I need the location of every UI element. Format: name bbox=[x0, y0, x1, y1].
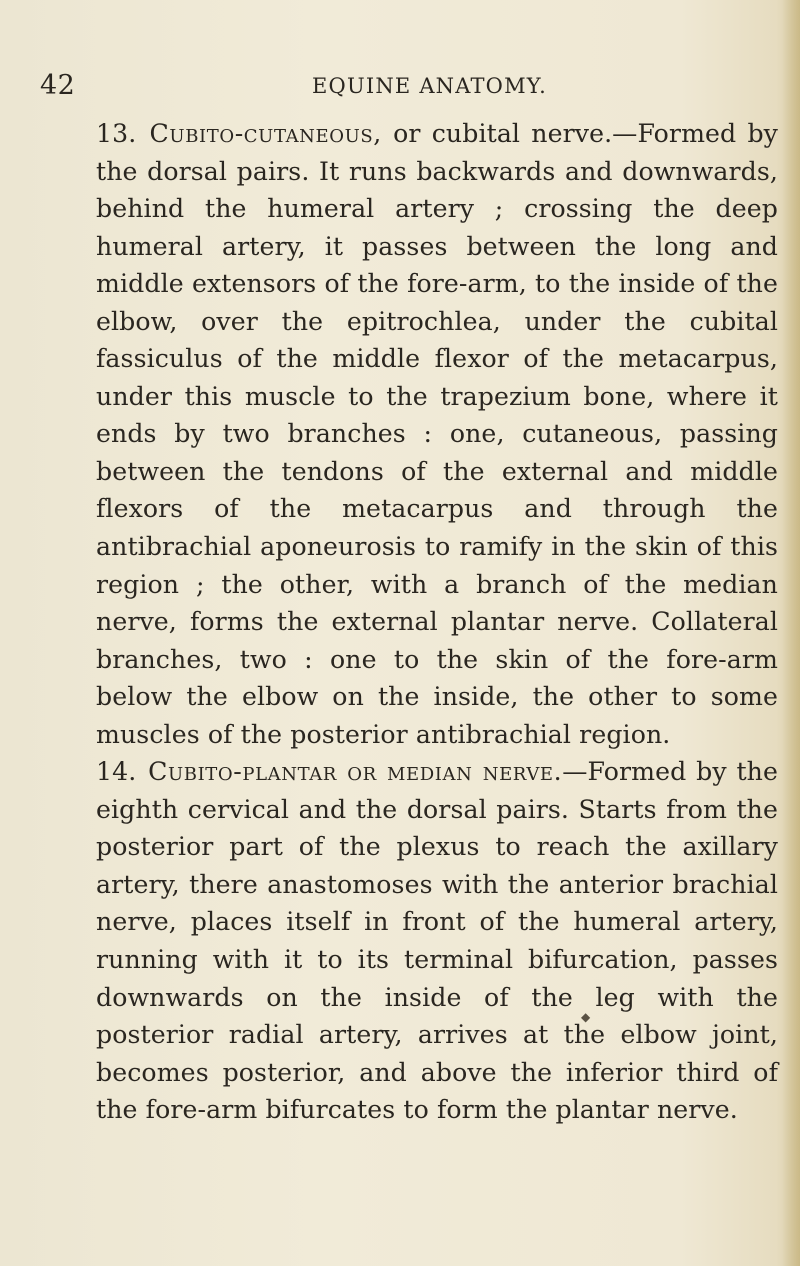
page-number: 42 bbox=[40, 70, 76, 101]
paragraph-text: —Formed by the eighth cervical and the dorsal pairs. Starts from the posterior part of the plexus to reach the axillary artery, there anastomoses with the anterior brachial nerve, places itself in front of the humeral artery, running with it to its terminal bifurcation, passes downwards on the inside of the leg with the posterior radial artery, arrives at the elbow joint, becomes posterior, and above the inferior third of the fore-arm bifurcates to form the plantar nerve. bbox=[96, 757, 778, 1125]
paragraph-text: or cubital nerve.—Formed by the dorsal pairs. It runs backwards and downwards, behind the humeral artery ; crossing the deep humeral artery, it passes between the long and middle extensors of the fore-arm, to the inside of the elbow, over the epitrochlea, under the cubital fassiculus of the middle flexor of the metacarpus, under this muscle to the trapezium bone, where it ends by two branches : one, cutaneous, passing between the tendons of the external and middle flexors of the metacarpus and through the antibrachial aponeurosis to ramify in the skin of this region ; the other, with a branch of the median nerve, forms the external plantar nerve. Collateral branches, two : one to the skin of the fore-arm below the elbow on the inside, the other to some muscles of the posterior antibrachial region. bbox=[96, 119, 779, 749]
running-head: EQUINE ANATOMY. bbox=[312, 74, 548, 98]
ink-speck-mark: ◆ bbox=[581, 1010, 591, 1024]
page-edge-shadow bbox=[782, 0, 800, 1266]
paragraph-number: 14. bbox=[96, 757, 137, 787]
page-header bbox=[0, 70, 800, 110]
paragraph-number: 13. bbox=[96, 119, 137, 148]
section-term: Cubito-plantar or median nerve. bbox=[148, 757, 563, 787]
body-text bbox=[96, 115, 778, 1129]
section-term: Cubito-cutaneous, bbox=[149, 119, 382, 148]
paragraph-14 bbox=[96, 753, 778, 1128]
paragraph-13 bbox=[96, 115, 778, 753]
